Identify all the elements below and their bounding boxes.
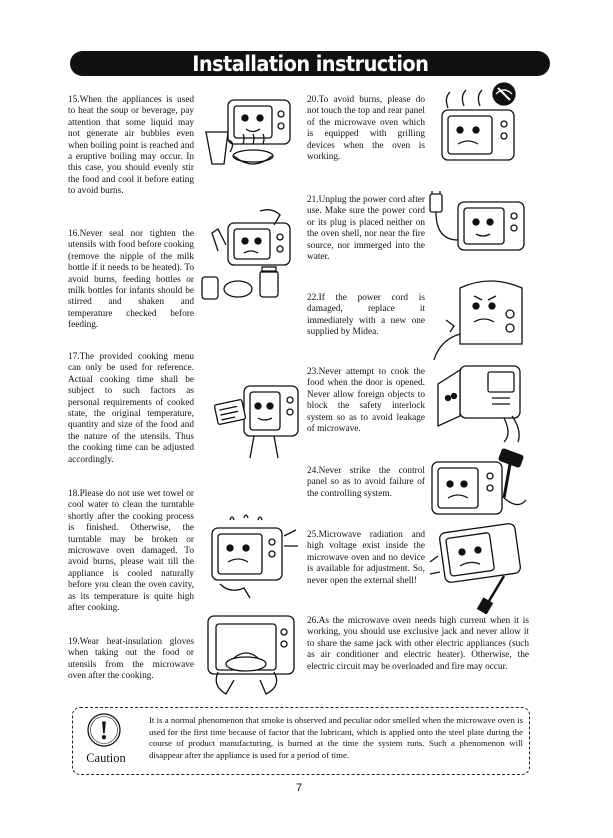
instruction-16: 16.Never seal nor tighten the utensils with food before cooking (remove the nipple of the milk bottle if it needs to be heated). To avoid burns, feeding bottles or milk bottles for infants should be stirred and shaken and temperature checked before feeding.: [68, 229, 194, 331]
title-banner: [70, 51, 550, 76]
illustration-oven-with-cup: [198, 92, 298, 172]
caution-symbol: !: [99, 716, 109, 745]
instruction-17: 17.The provided cooking menu can only be used for reference. Actual cooking time shall be subject to such factors as personal requirements of cooked state, the original temperature, quantity and size of the food and the nature of the utensils. Thus the cooking time can be adjusted accordingly.: [68, 352, 194, 465]
illustration-gloves-taking-food: [204, 612, 304, 700]
instruction-24: 24.Never strike the control panel so as to avoid failure of the controlling system.: [307, 466, 425, 499]
illustration-damaged-cord: [430, 274, 530, 364]
illustration-unplug-cord: [428, 190, 528, 266]
instruction-23: 23.Never attempt to cook the food when the door is opened. Never allow foreign objects to block the safety interlock system so as to avoid leakage of microwave.: [307, 367, 425, 435]
illustration-oven-with-bottles: [200, 205, 300, 301]
caution-text: It is a normal phenomenon that smoke is observed and peculiar odor smelled when the microwave oven is used for the first time because of factor that the lubricant, which is applied onto the steel plate during the course of product manufacturing, is burned at the time the system runs. Such a phenomenon will disappear after the appliance is used for a period of time.: [149, 715, 523, 760]
page-number: 7: [296, 782, 303, 794]
instruction-25: 25.Microwave radiation and high voltage exist inside the microwave oven and no device is available for adjustment. So, never open the external shell!: [307, 530, 425, 586]
illustration-hammer-panel: [426, 448, 530, 524]
instruction-15: 15.When the appliances is used to heat the soup or beverage, pay attention that some liquid may not generate air bubbles even when boiling point is reached and a eruptive boiling may occur. In this case, you should evenly stir the food and cool it before eating to avoid burns.: [68, 95, 194, 197]
instruction-20: 20.To avoid burns, please do not touch the top and rear panel of the microwave oven which is equipped with grilling devices when the oven is working.: [307, 95, 425, 163]
instruction-18: 18.Please do not use wet towel or cool water to clean the turntable shortly after the cooking process is finished. Otherwise, the turntable may be broken or microwave oven damaged. To avoid burns, please wait till the appliance is cooled naturally before you clean the oven cavity, as its temperature is quite high after cooking.: [68, 489, 194, 614]
instruction-19: 19.Wear heat-insulation gloves when taking out the food or utensils from the microwave oven after the cooking.: [68, 637, 194, 682]
caution-label: Caution: [86, 751, 126, 765]
instruction-22: 22.If the power cord is damaged, replace it immediately with a new one supplied by Midea.: [307, 293, 425, 338]
caution-icon: [86, 712, 122, 748]
illustration-open-door-hand: [432, 360, 528, 444]
illustration-oven-with-menu: [214, 372, 302, 462]
instruction-26: 26.As the microwave oven needs high current when it is working, you should use exclusive jack and never allow it to share the same jack with other electric appliances (such as air conditioner and electric heater). Otherwise, the electric circuit may be overloaded and fire may occur.: [307, 616, 529, 672]
illustration-oven-cleaning: [200, 512, 300, 600]
page-title: Installation instruction: [191, 51, 429, 76]
instruction-21: 21.Unplug the power cord after use. Make sure the power cord or its plug is placed neither on the oven shell, nor near the fire source, nor immerged into the water.: [307, 195, 425, 263]
illustration-hot-oven-warning: [432, 80, 532, 170]
illustration-screwdriver-shell: [428, 522, 528, 614]
